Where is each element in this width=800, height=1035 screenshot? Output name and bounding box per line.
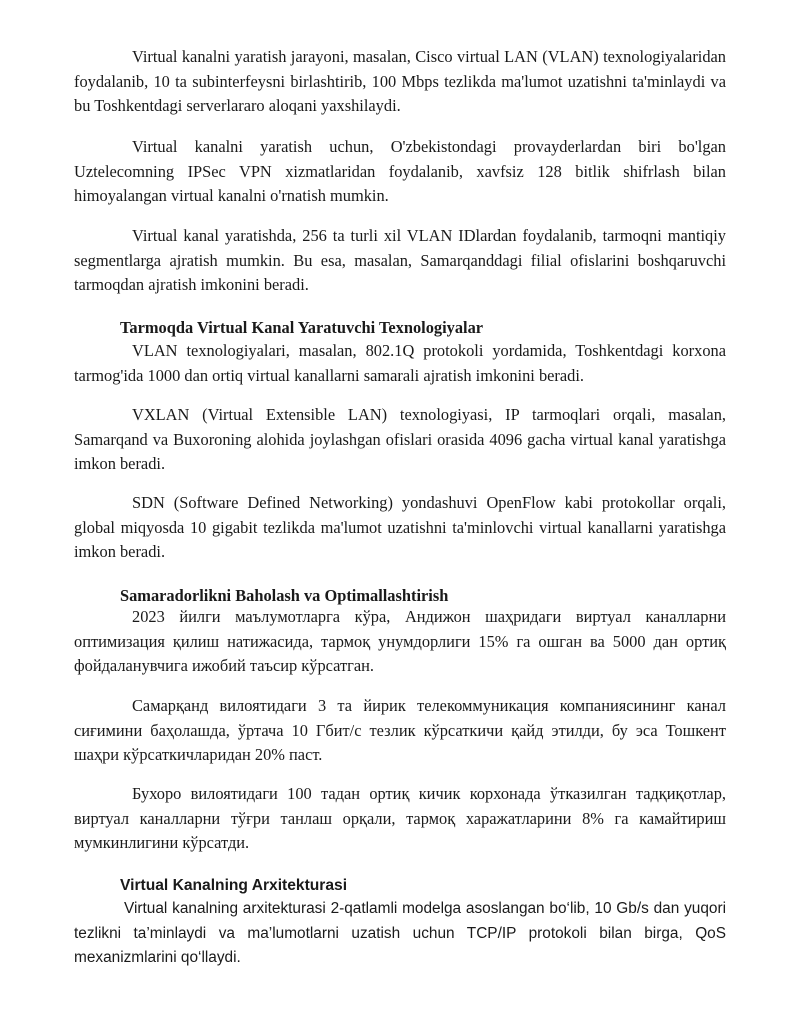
- heading-performance: Samaradorlikni Baholash va Optimallashtirish: [120, 586, 449, 605]
- paragraph-sdn: SDN (Software Defined Networking) yondashuvi OpenFlow kabi protokollar orqali, global miqyosda 10 gigabit tezlikda ma'lumot uzatishni ta'minlovchi virtual kanallarni yaratishga imkon beradi.: [74, 493, 726, 561]
- paragraph-vlan-ids: Virtual kanal yaratishda, 256 ta turli xil VLAN IDlardan foydalanib, tarmoqni mantiqiy segmentlarga ajratish mumkin. Bu esa, masalan, Samarqanddagi filial ofislarini boshqaruvchi tarmoqdan ajratish imkonini beradi.: [74, 226, 726, 294]
- paragraph-vlan-creation: Virtual kanalni yaratish jarayoni, masalan, Cisco virtual LAN (VLAN) texnologiyalaridan foydalanib, 10 ta subinterfeysni birlashtirib, 100 Mbps tezlikda ma'lumot uzatishni ta'minlaydi va bu Toshkentdagi serverlararo aloqani yaxshilaydi.: [74, 47, 726, 115]
- heading-architecture: Virtual Kanalning Arxitekturasi: [120, 877, 348, 894]
- paragraph-vxlan: VXLAN (Virtual Extensible LAN) texnologiyasi, IP tarmoqlari orqali, masalan, Samarqand va Buxoroning alohida joylashgan ofislari orasida 4096 gacha virtual kanal yaratishga imkon beradi.: [74, 405, 726, 473]
- paragraph-bukhara: Бухоро вилоятидаги 100 тадан ортиқ кичик корхонада ўтказилган тадқиқотлар, виртуал каналларни тўғри танлаш орқали, тармоқ харажатларини 8% га камайтириш мумкинлигини кўрсатди.: [74, 784, 726, 852]
- paragraph-8021q: VLAN texnologiyalari, masalan, 802.1Q protokoli yordamida, Toshkentdagi korxona tarmog'ida 1000 dan ortiq virtual kanallarni samarali ajratish imkonini beradi.: [74, 341, 726, 385]
- paragraph-samarkand: Самарқанд вилоятидаги 3 та йирик телекоммуникация компаниясининг канал сиғимини баҳолашда, ўртача 10 Гбит/с тезлик кўрсаткичи қайд этилди, бу эса Тошкент шаҳри кўрсаткичларидан 20% паст.: [74, 696, 726, 764]
- paragraph-andijan: 2023 йилги маълумотларга кўра, Андижон шаҳридаги виртуал каналларни оптимизация қилиш натижасида, тармоқ унумдорлиги 15% га ошган ва 5000 дан ортиқ фойдаланувчига ижобий таъсир кўрсатган.: [74, 607, 726, 675]
- heading-technologies: Tarmoqda Virtual Kanal Yaratuvchi Texnologiyalar: [120, 318, 484, 337]
- paragraph-architecture: Virtual kanalning arxitekturasi 2-qatlamli modelga asoslangan bo‘lib, 10 Gb/s dan yuqori tezlikni ta’minlaydi va ma’lumotlarni uzatish uchun TCP/IP protokoli bilan birga, QoS mexanizmlarini qo‘llaydi.: [74, 900, 726, 966]
- paragraph-ipsec-vpn: Virtual kanalni yaratish uchun, O'zbekistondagi provayderlardan biri bo'lgan Uztelecomning IPSec VPN xizmatlaridan foydalanib, xavfsiz 128 bitlik shifrlash bilan himoyalangan virtual kanalni o'rnatish mumkin.: [74, 137, 726, 205]
